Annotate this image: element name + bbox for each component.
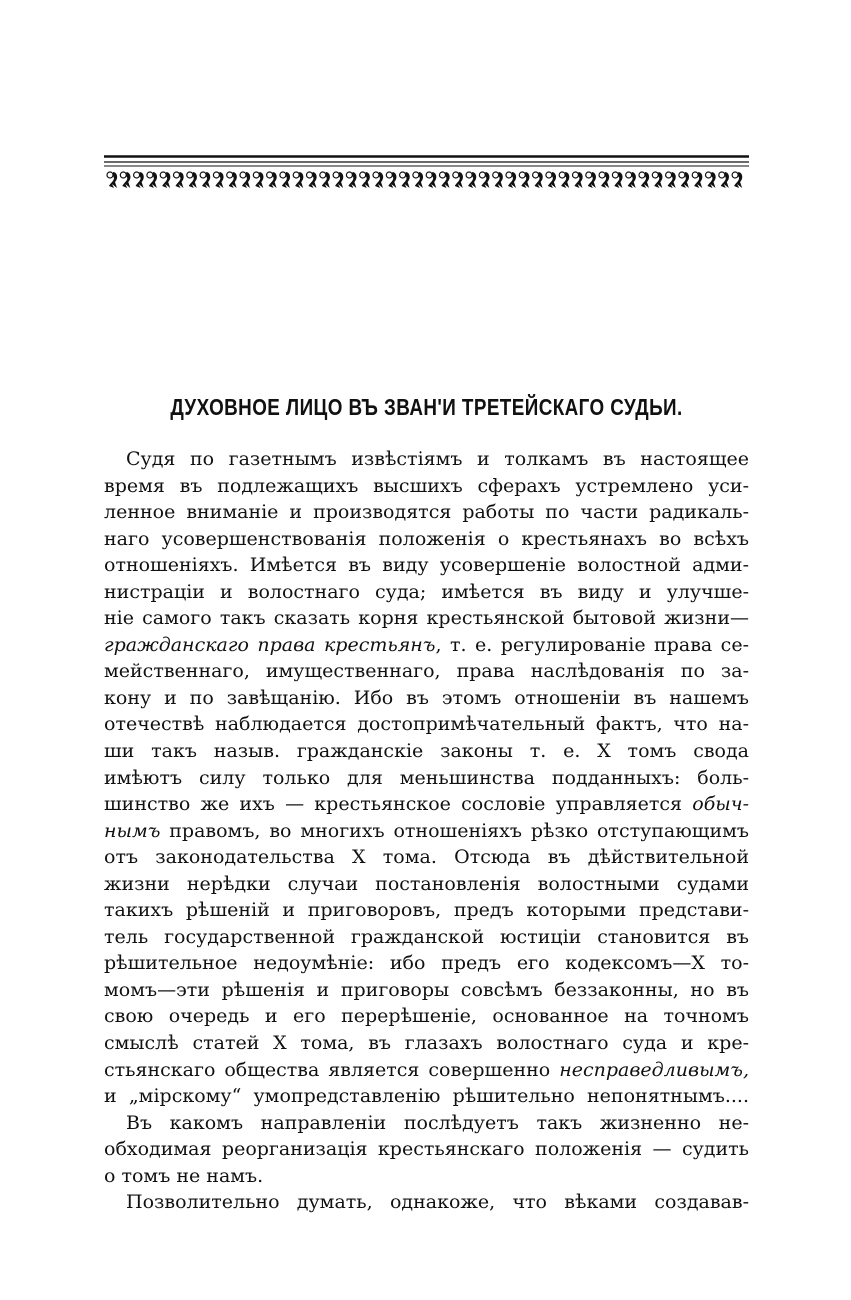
text-segment: , т. е. регулированіе права се- xyxy=(435,633,749,656)
text-line: нистраціи и волостнаго суда; имѣется въ виду и улучше- xyxy=(104,580,749,603)
text-line xyxy=(104,818,749,845)
text-segment: стьянскаго общества является совершенно xyxy=(104,1058,560,1081)
text-line: ши такъ назыв. гражданскіе законы т. е. X томъ свода xyxy=(104,740,749,763)
text-line: кону и по завѣщанію. Ибо въ этомъ отношеніи въ нашемъ xyxy=(104,686,749,709)
text-line: мейственнаго, имущественнаго, права наслѣдованія по за- xyxy=(104,660,749,683)
text-line: такихъ рѣшеній и приговоровъ, предъ которыми представи- xyxy=(104,899,749,922)
italic-phrase: несправедливымъ, xyxy=(559,1058,749,1081)
text-line: отъ законодательства X тома. Отсюда въ дѣйствительной xyxy=(104,846,749,869)
text-line: отечествѣ наблюдается достопримѣчательный фактъ, что на- xyxy=(104,713,749,736)
text-line: обходимая реорганизація крестьянскаго положенія — судить xyxy=(104,1138,749,1161)
text-line: отношеніяхъ. Имѣется въ виду усовершеніе волостной адми- xyxy=(104,554,749,577)
text-line: свою очередь и его перерѣшеніе, основанное на точномъ xyxy=(104,1005,749,1028)
article-body xyxy=(104,446,749,1216)
header-ornament xyxy=(104,154,749,196)
text-line xyxy=(104,1057,749,1084)
text-line: рѣшительное недоумѣніе: ибо предъ его кодексомъ—X то- xyxy=(104,952,749,975)
text-line: Позволительно думать, однакоже, что вѣками создавав- xyxy=(126,1191,749,1214)
italic-phrase: нымъ xyxy=(104,819,161,842)
text-line: наго усовершенствованія положенія о крестьянахъ во всѣхъ xyxy=(104,527,749,550)
text-line: ніе самого такъ сказать корня крестьянской бытовой жизни— xyxy=(104,607,749,630)
italic-phrase: обыч- xyxy=(692,793,749,816)
text-line: момъ—эти рѣшенія и приговоры совсѣмъ беззаконны, но въ xyxy=(104,978,749,1001)
text-line: Судя по газетнымъ извѣстіямъ и толкамъ въ настоящее xyxy=(126,448,749,470)
text-line xyxy=(104,632,749,659)
text-line: имѣютъ силу только для меньшинства подданныхъ: боль- xyxy=(104,766,749,789)
text-line: и „мірскому“ умопредставленію рѣшительно непонятнымъ.... xyxy=(104,1085,749,1108)
text-line: жизни нерѣдки случаи постановленія волостными судами xyxy=(104,872,749,895)
text-segment: правомъ, во многихъ отношеніяхъ рѣзко отступающимъ xyxy=(160,819,749,842)
text-line: смыслѣ статей X тома, въ глазахъ волостнаго суда и кре- xyxy=(104,1032,749,1055)
article-title: ДУХОВНОЕ ЛИЦО ВЪ ЗВАН'И ТРЕТЕЙСКАГО СУДЬИ. xyxy=(170,394,683,420)
text-line: Въ какомъ направленіи послѣдуетъ такъ жизненно не- xyxy=(126,1111,749,1134)
text-line: ленное вниманіе и производятся работы по части радикаль- xyxy=(104,501,749,524)
text-line xyxy=(104,791,749,818)
text-line: тель государственной гражданской юстиціи становится въ xyxy=(104,925,749,948)
italic-phrase: гражданскаго права крестьянъ xyxy=(104,633,436,656)
text-segment: шинство же ихъ — крестьянское сословіе управляется xyxy=(104,793,693,816)
text-line: время въ подлежащихъ высшихъ сферахъ устремлено уси- xyxy=(104,474,749,497)
text-line: о томъ не намъ. xyxy=(104,1164,264,1187)
